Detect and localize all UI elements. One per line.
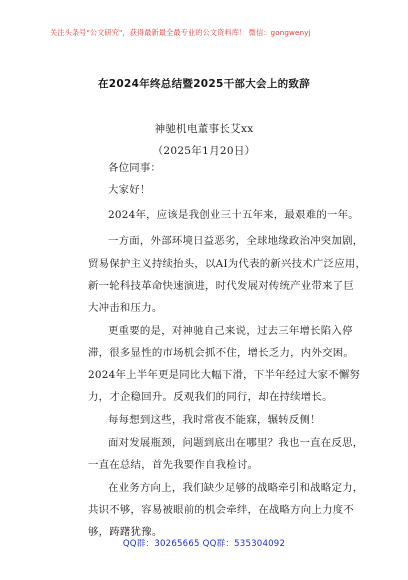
header-promo-note: 关注头条号"公文研究"，获得最新最全最专业的公文资料库！ 微信：gongwenyj <box>50 28 311 37</box>
greeting: 大家好！ <box>108 184 151 196</box>
paragraph-line: 新一轮科技革命快速演进，时代发展对传统产业带来了巨 <box>88 280 355 292</box>
paragraph-line: 2024年上半年更是同比大幅下滑，下半年经过大家不懈努 <box>88 369 361 381</box>
paragraph-line: 一直在总结，首先我要作自我检讨。 <box>88 459 259 471</box>
paragraph-line: 更重要的是，对神驰自己来说，过去三年增长陷入停 <box>108 325 353 337</box>
salutation: 各位同事： <box>108 162 162 174</box>
paragraph-line: 共识不够，容易被眼前的机会牵绊，在战略方向上力度不 <box>88 504 355 516</box>
paragraph-line: 大冲击和压力。 <box>88 302 163 314</box>
document-date: （2025年1月20日） <box>152 145 256 157</box>
paragraph-line: 够，踌躇犹豫。 <box>88 526 163 538</box>
paragraph-line: 一方面，外部环境日益恶劣，全球地缘政治冲突加剧， <box>108 235 364 247</box>
paragraph-line: 在业务方向上，我们缺少足够的战略牵引和战略定力， <box>108 482 364 494</box>
paragraph-line: 2024年，应该是我创业三十五年来，最艰难的一年。 <box>108 209 359 221</box>
document-author: 神驰机电董事长艾xx <box>154 123 254 135</box>
paragraph-line: 每每想到这些，我时常夜不能寐，辗转反侧！ <box>108 414 321 426</box>
document-title: 在2024年终总结暨2025干部大会上的致辞 <box>97 78 311 90</box>
paragraph-line: 贸易保护主义持续抬头，以AI为代表的新兴技术广泛应用， <box>88 258 367 270</box>
paragraph-line: 面对发展瓶颈，问题到底出在哪里？我也一直在反思， <box>108 437 364 449</box>
paragraph-line: 力，才企稳回升。反观我们的同行，却在持续增长。 <box>88 391 333 403</box>
paragraph-line: 滞，很多显性的市场机会抓不住，增长乏力，内外交困。 <box>88 347 355 359</box>
footer-contact: QQ群：30265665 QQ群：535304092 <box>122 539 286 549</box>
